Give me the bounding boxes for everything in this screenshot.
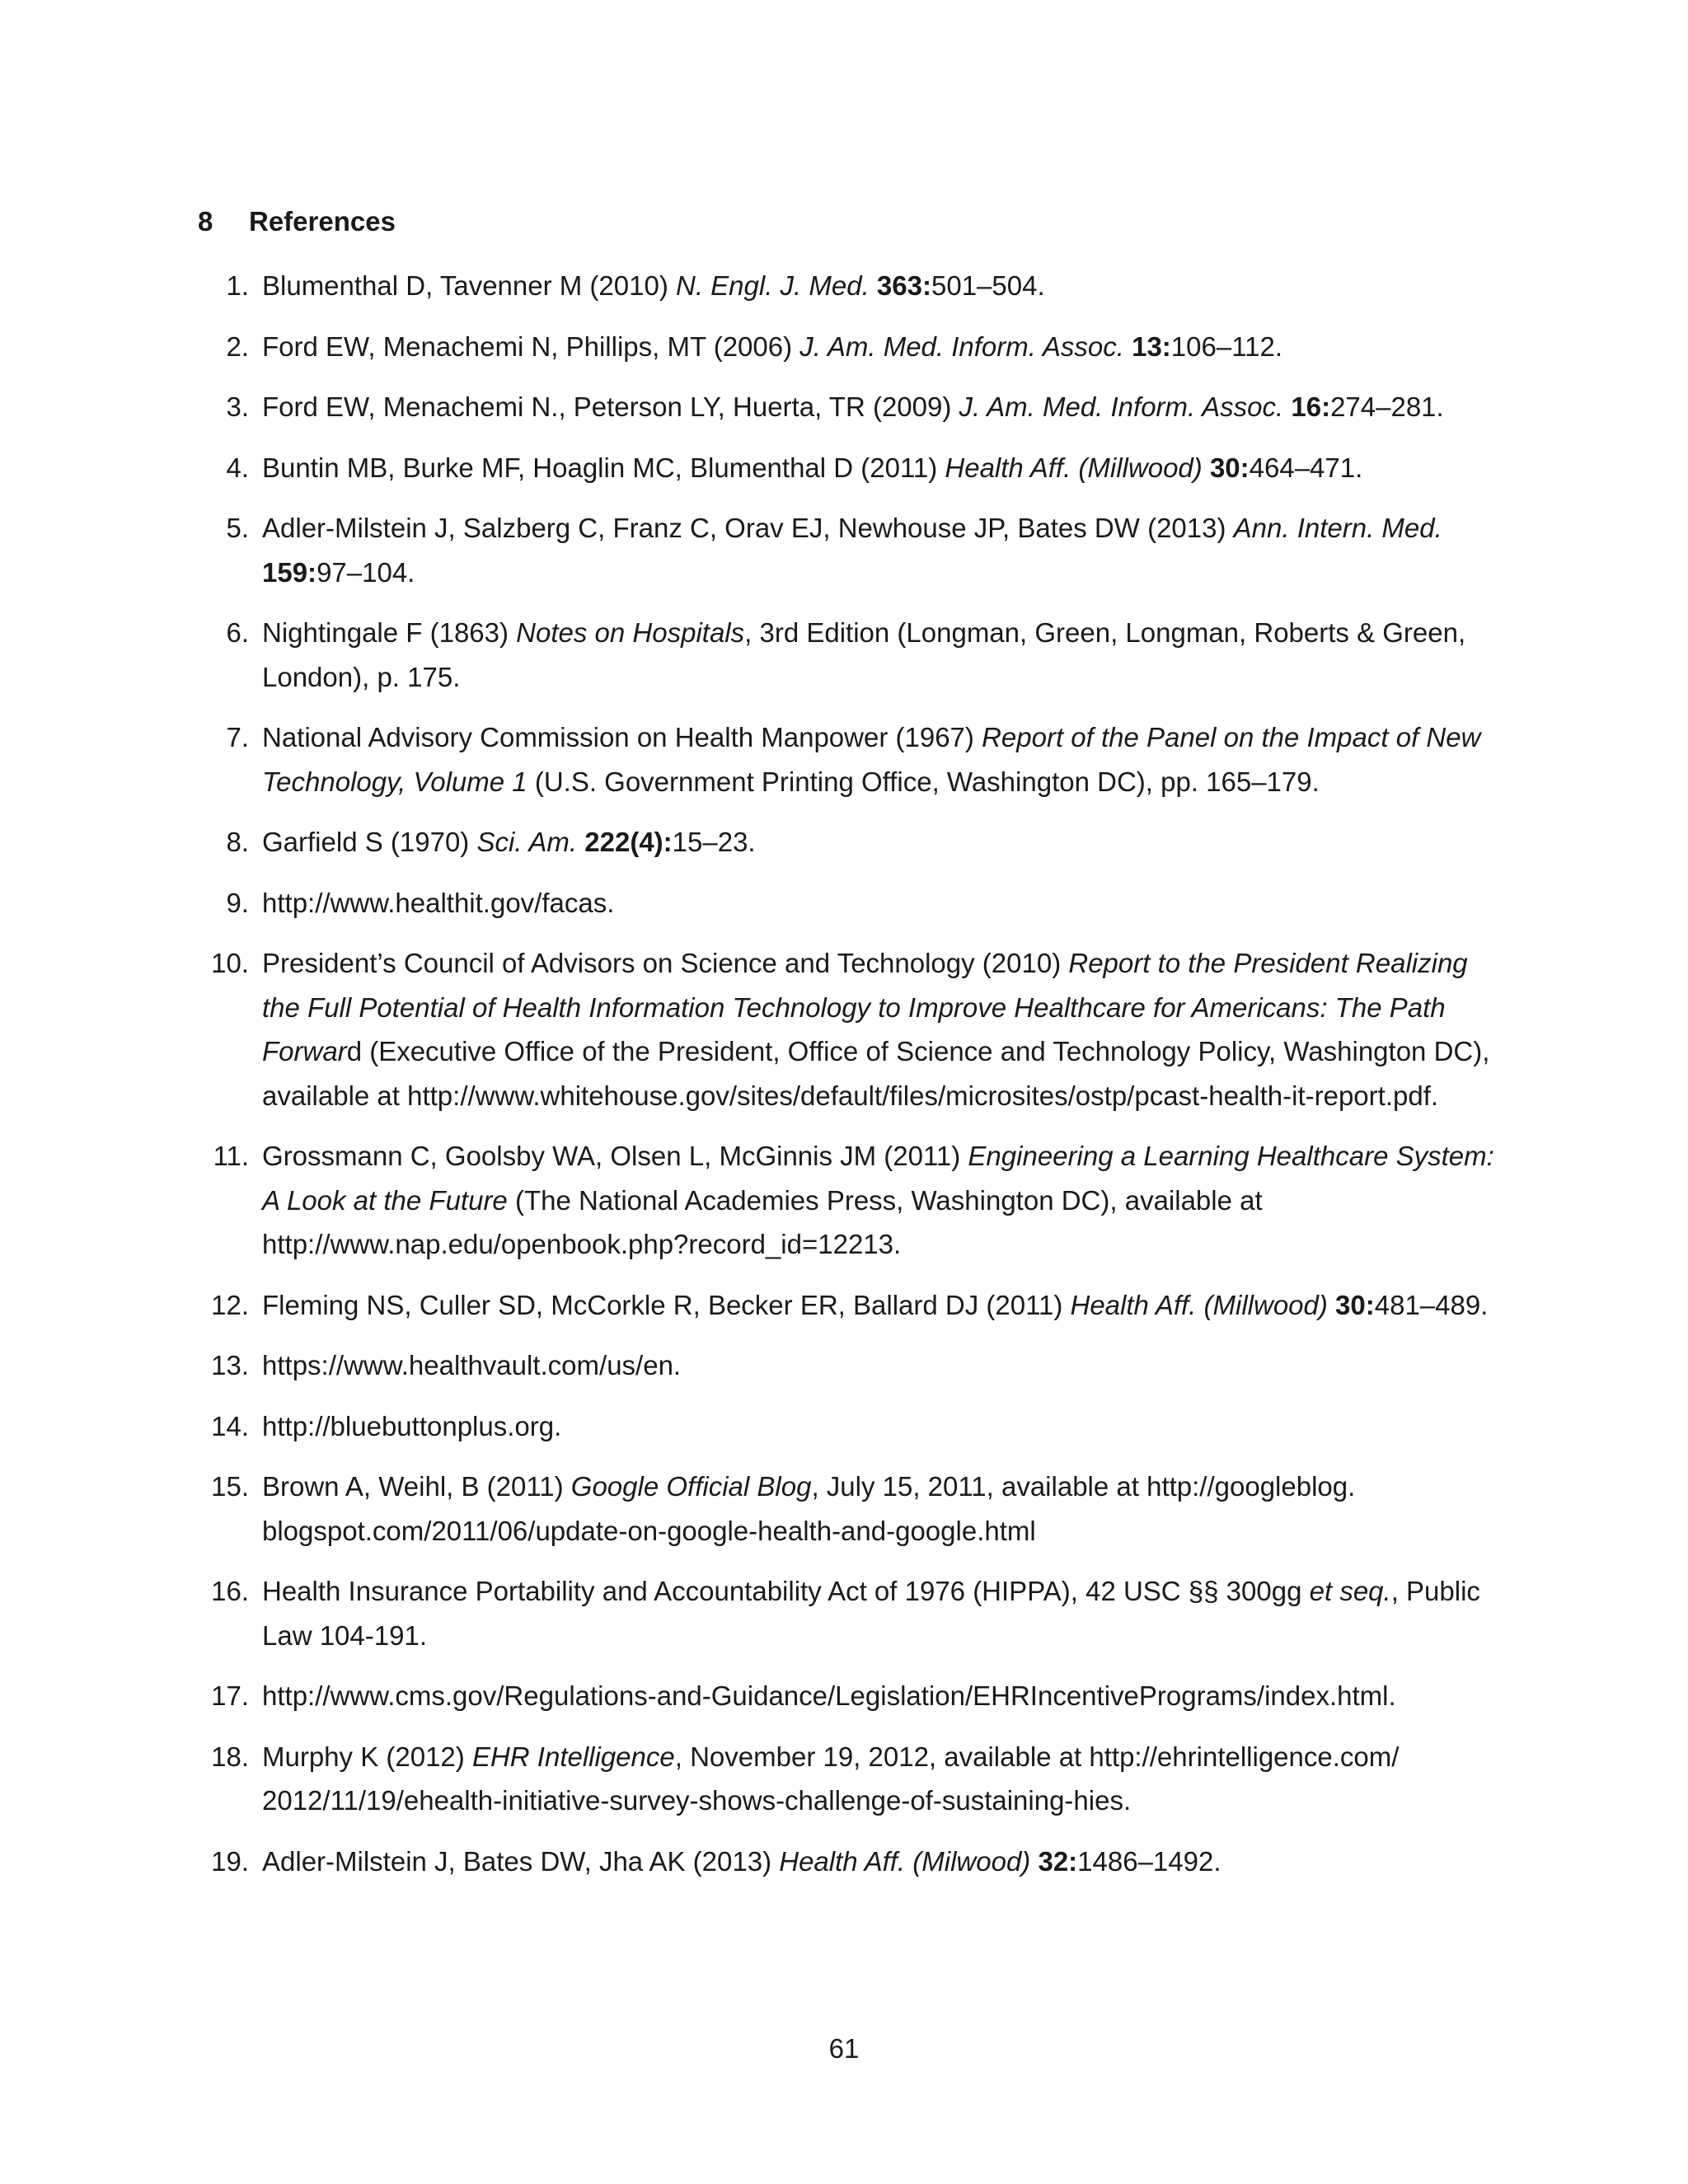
reference-text-segment: Buntin MB, Burke MF, Hoaglin MC, Blumenthal D (2011) bbox=[262, 452, 945, 483]
reference-number: 19. bbox=[211, 1845, 249, 1877]
reference-text-segment: , November 19, 2012, available at http://ehrintelligence.com/ 2012/11/19/ehealth-initiative-survey-shows-challenge-of-sustaining-hies. bbox=[262, 1741, 1400, 1816]
reference-list bbox=[199, 264, 1502, 1900]
reference-text-segment bbox=[1124, 331, 1132, 362]
reference-text-segment: https://www.healthvault.com/us/en. bbox=[262, 1350, 682, 1380]
section-number: 8 bbox=[198, 206, 213, 237]
reference-text bbox=[262, 888, 614, 918]
reference-item bbox=[199, 1674, 1502, 1718]
reference-text-segment: http://www.healthit.gov/facas. bbox=[262, 887, 615, 918]
reference-text-segment: President’s Council of Advisors on Science and Technology (2010) bbox=[262, 948, 1069, 978]
reference-item bbox=[199, 506, 1502, 594]
reference-number: 8. bbox=[226, 827, 249, 857]
reference-number: 13. bbox=[211, 1350, 249, 1380]
reference-italic-text: Google Official Blog bbox=[570, 1471, 812, 1502]
reference-number: 2. bbox=[226, 330, 249, 362]
reference-italic-text: Health Aff. (Millwood) bbox=[1070, 1289, 1328, 1320]
section-heading bbox=[198, 206, 396, 237]
reference-item bbox=[199, 715, 1502, 804]
reference-item bbox=[199, 820, 1502, 865]
reference-text-segment: 15–23. bbox=[672, 827, 756, 857]
reference-item bbox=[199, 264, 1502, 308]
reference-text bbox=[262, 722, 1480, 797]
reference-bold-text: 32: bbox=[1038, 1845, 1078, 1877]
reference-text-segment: Brown A, Weihl, B (2011) bbox=[262, 1471, 571, 1502]
reference-item bbox=[199, 1343, 1502, 1388]
reference-text bbox=[262, 452, 1362, 483]
reference-bold-text: 159: bbox=[262, 556, 317, 588]
reference-text-segment: 106–112. bbox=[1170, 330, 1282, 362]
reference-number: 18. bbox=[211, 1741, 249, 1772]
reference-bold-text: 30: bbox=[1335, 1289, 1375, 1320]
reference-text-segment: Health Insurance Portability and Accountability Act of 1976 (HIPPA), 42 USC §§ 300gg bbox=[262, 1576, 1310, 1606]
reference-number: 11. bbox=[213, 1141, 249, 1171]
reference-text-segment bbox=[1203, 452, 1210, 483]
reference-bold-text: 30: bbox=[1209, 452, 1250, 483]
reference-text-segment bbox=[1328, 1290, 1335, 1320]
reference-number: 10. bbox=[211, 948, 249, 978]
reference-text bbox=[262, 513, 1442, 588]
reference-text bbox=[262, 1290, 1488, 1320]
reference-item bbox=[199, 1134, 1502, 1267]
reference-italic-text: Report of the Panel on the Impact of New Technology, Volume 1 bbox=[262, 722, 1481, 797]
reference-text bbox=[262, 1846, 1221, 1877]
reference-text-segment: 501–504. bbox=[931, 270, 1045, 301]
reference-item bbox=[199, 1465, 1502, 1553]
reference-number: 7. bbox=[226, 722, 249, 752]
reference-bold-text: 222(4): bbox=[584, 827, 673, 857]
reference-text bbox=[262, 1576, 1480, 1651]
reference-text bbox=[262, 948, 1489, 1111]
reference-text-segment: http://bluebuttonplus.org. bbox=[262, 1410, 562, 1441]
reference-text bbox=[262, 1680, 1396, 1711]
reference-italic-text: EHR Intelligence bbox=[471, 1741, 675, 1772]
reference-text-segment: Adler-Milstein J, Salzberg C, Franz C, Orav EJ, Newhouse JP, Bates DW (2013) bbox=[262, 513, 1234, 543]
reference-number: 12. bbox=[211, 1289, 249, 1320]
reference-text bbox=[262, 1350, 681, 1380]
reference-bold-text: 16: bbox=[1291, 391, 1331, 422]
reference-number: 1. bbox=[226, 270, 249, 301]
reference-text-segment: , July 15, 2011, available at http://googleblog. blogspot.com/2011/06/update-on-google-health-and-google.html bbox=[262, 1471, 1356, 1546]
reference-number: 9. bbox=[226, 887, 249, 918]
page-number: 61 bbox=[828, 2033, 860, 2064]
reference-text bbox=[262, 1411, 561, 1441]
reference-number: 15. bbox=[211, 1471, 249, 1502]
reference-text-segment: Garfield S (1970) bbox=[262, 827, 477, 857]
reference-text-segment bbox=[577, 827, 584, 857]
reference-text-segment bbox=[1283, 391, 1291, 422]
reference-italic-text: Ann. Intern. Med. bbox=[1233, 513, 1442, 543]
reference-text bbox=[262, 1141, 1494, 1259]
reference-number: 16. bbox=[211, 1576, 249, 1606]
reference-item bbox=[199, 446, 1502, 490]
reference-text-segment: 1486–1492. bbox=[1077, 1845, 1221, 1877]
reference-text-segment: Blumenthal D, Tavenner M (2010) bbox=[262, 270, 676, 301]
reference-item bbox=[199, 1404, 1502, 1449]
reference-italic-text: et seq. bbox=[1309, 1576, 1391, 1606]
reference-text-segment: Murphy K (2012) bbox=[262, 1741, 472, 1772]
reference-text-segment: 481–489. bbox=[1374, 1289, 1489, 1320]
reference-text bbox=[262, 617, 1465, 692]
reference-text-segment bbox=[870, 270, 877, 301]
reference-text-segment: Grossmann C, Goolsby WA, Olsen L, McGinnis JM (2011) bbox=[262, 1141, 968, 1171]
reference-item bbox=[199, 941, 1502, 1118]
reference-italic-text: Engineering a Learning Healthcare System: A Look at the Future bbox=[262, 1141, 1494, 1216]
reference-item bbox=[199, 611, 1502, 699]
reference-item bbox=[199, 1735, 1502, 1823]
reference-number: 17. bbox=[211, 1680, 249, 1711]
reference-italic-text: Health Aff. (Millwood) bbox=[945, 452, 1203, 483]
reference-italic-text: J. Am. Med. Inform. Assoc. bbox=[959, 391, 1284, 422]
reference-item bbox=[199, 881, 1502, 926]
reference-text-segment: 464–471. bbox=[1249, 452, 1363, 483]
reference-text-segment: Fleming NS, Culler SD, McCorkle R, Becker ER, Ballard DJ (2011) bbox=[262, 1289, 1071, 1320]
reference-italic-text: Health Aff. (Milwood) bbox=[779, 1845, 1031, 1877]
reference-text-segment: 97–104. bbox=[316, 556, 415, 588]
reference-text-segment: Adler-Milstein J, Bates DW, Jha AK (2013) bbox=[262, 1845, 780, 1877]
section-title: References bbox=[249, 206, 396, 237]
reference-text-segment: (The National Academies Press, Washington DC), available at http://www.nap.edu/openbook.php?record_id=12213. bbox=[262, 1184, 1263, 1259]
reference-italic-text: N. Engl. J. Med. bbox=[675, 270, 870, 301]
reference-italic-text: Sci. Am. bbox=[476, 827, 578, 857]
reference-text bbox=[262, 331, 1282, 362]
reference-text bbox=[262, 270, 1045, 301]
reference-number: 14. bbox=[211, 1410, 249, 1441]
reference-italic-text: Notes on Hospitals bbox=[516, 617, 745, 648]
reference-bold-text: 13: bbox=[1132, 330, 1171, 362]
reference-number: 3. bbox=[226, 391, 249, 422]
reference-item bbox=[199, 1283, 1502, 1328]
reference-number: 5. bbox=[226, 513, 249, 543]
reference-text-segment: , Public Law 104-191. bbox=[262, 1576, 1480, 1651]
reference-text-segment: http://www.cms.gov/Regulations-and-Guidance/Legislation/EHRIncentivePrograms/index.html. bbox=[262, 1680, 1396, 1711]
reference-number: 4. bbox=[226, 452, 249, 483]
reference-text-segment: (U.S. Government Printing Office, Washington DC), pp. 165–179. bbox=[527, 766, 1320, 797]
reference-text-segment: Nightingale F (1863) bbox=[262, 617, 517, 648]
reference-italic-text: Report to the President Realizing the Full Potential of Health Information Technology to Improve Healthcare for Americans: The Path Forwar bbox=[262, 948, 1468, 1066]
reference-text bbox=[262, 1741, 1399, 1816]
reference-text-segment: Ford EW, Menachemi N., Peterson LY, Huerta, TR (2009) bbox=[262, 391, 959, 422]
reference-bold-text: 363: bbox=[876, 270, 931, 301]
reference-text bbox=[262, 1471, 1355, 1546]
reference-number: 6. bbox=[226, 617, 249, 648]
reference-text-segment: Ford EW, Menachemi N, Phillips, MT (2006) bbox=[262, 330, 800, 362]
reference-text-segment: , 3rd Edition (Longman, Green, Longman, Roberts & Green, London), p. 175. bbox=[262, 617, 1466, 692]
reference-italic-text: J. Am. Med. Inform. Assoc. bbox=[799, 330, 1124, 362]
reference-text bbox=[262, 391, 1444, 422]
reference-item bbox=[199, 1840, 1502, 1884]
reference-item bbox=[199, 1569, 1502, 1657]
reference-text-segment: National Advisory Commission on Health Manpower (1967) bbox=[262, 722, 982, 752]
reference-text-segment: 274–281. bbox=[1330, 391, 1444, 422]
reference-item bbox=[199, 385, 1502, 429]
reference-item bbox=[199, 325, 1502, 369]
reference-text-segment: d (Executive Office of the President, Office of Science and Technology Policy, Washington DC), available at http://www.whitehouse.gov/sites/default/files/microsites/ostp/pcast-health-it-report.pdf. bbox=[262, 1036, 1490, 1111]
reference-text bbox=[262, 827, 756, 857]
